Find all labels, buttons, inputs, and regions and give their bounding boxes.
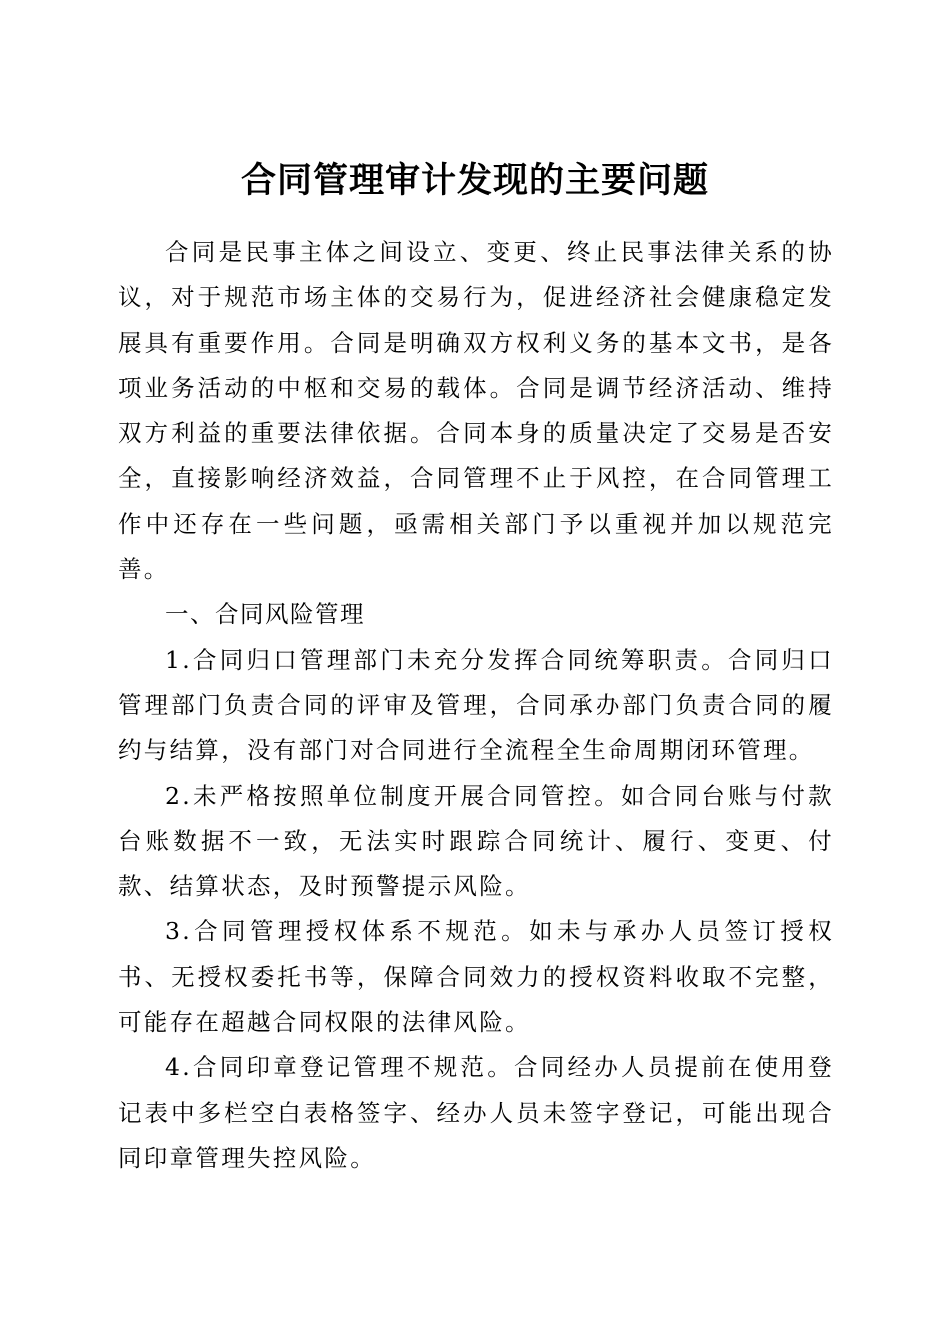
section-heading: 一、合同风险管理	[165, 600, 365, 629]
document-body	[118, 230, 834, 1181]
list-item: 4.合同印章登记管理不规范。合同经办人员提前在使用登记表中多栏空白表格签字、经办人员未签字登记，可能出现合同印章管理失控风险。	[118, 1053, 834, 1172]
intro-paragraph: 合同是民事主体之间设立、变更、终止民事法律关系的协议，对于规范市场主体的交易行为，促进经济社会健康稳定发展具有重要作用。合同是明确双方权利义务的基本文书，是各项业务活动的中枢和交易的载体。合同是调节经济活动、维持双方利益的重要法律依据。合同本身的质量决定了交易是否安全，直接影响经济效益，合同管理不止于风控，在合同管理工作中还存在一些问题，亟需相关部门予以重视并加以规范完善。	[118, 238, 834, 584]
page-title: 合同管理审计发现的主要问题	[240, 160, 709, 202]
list-item: 2.未严格按照单位制度开展合同管控。如合同台账与付款台账数据不一致，无法实时跟踪合同统计、履行、变更、付款、结算状态，及时预警提示风险。	[118, 781, 834, 901]
list-item: 3.合同管理授权体系不规范。如未与承办人员签订授权书、无授权委托书等，保障合同效力的授权资料收取不完整，可能存在超越合同权限的法律风险。	[118, 917, 834, 1037]
list-item: 1.合同归口管理部门未充分发挥合同统筹职责。合同归口管理部门负责合同的评审及管理，合同承办部门负责合同的履约与结算，没有部门对合同进行全流程全生命周期闭环管理。	[118, 645, 834, 765]
